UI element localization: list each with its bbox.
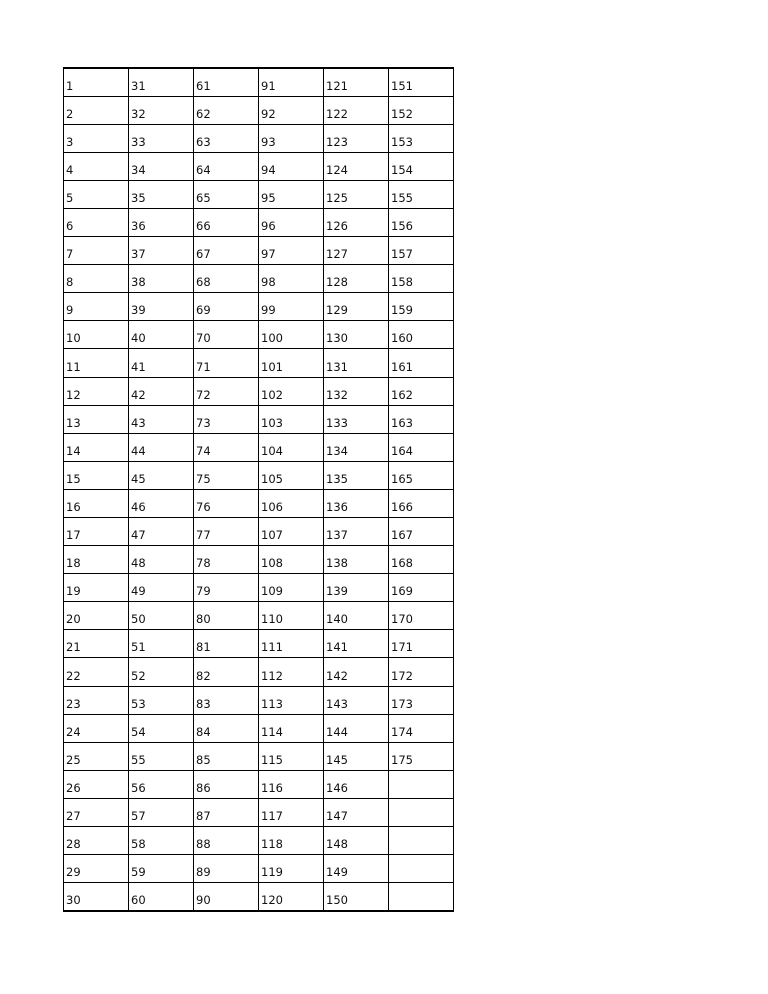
table-cell: 124 <box>324 152 389 180</box>
table-cell: 137 <box>324 518 389 546</box>
table-cell: 53 <box>129 686 194 714</box>
table-body <box>64 68 454 911</box>
table-row <box>64 630 454 658</box>
table-cell: 162 <box>389 377 454 405</box>
table-cell: 6 <box>64 208 129 236</box>
table-cell: 99 <box>259 293 324 321</box>
table-cell: 35 <box>129 180 194 208</box>
table-cell: 73 <box>194 405 259 433</box>
table-cell: 39 <box>129 293 194 321</box>
table-cell: 74 <box>194 433 259 461</box>
table-row <box>64 377 454 405</box>
table-cell: 28 <box>64 827 129 855</box>
table-cell: 118 <box>259 827 324 855</box>
table-cell: 138 <box>324 546 389 574</box>
table-cell: 170 <box>389 602 454 630</box>
table-cell: 13 <box>64 405 129 433</box>
table-cell: 87 <box>194 798 259 826</box>
table-cell: 122 <box>324 96 389 124</box>
table-cell: 16 <box>64 489 129 517</box>
table-cell: 110 <box>259 602 324 630</box>
table-cell: 143 <box>324 686 389 714</box>
table-cell: 85 <box>194 742 259 770</box>
table-row <box>64 602 454 630</box>
table-cell: 121 <box>324 68 389 96</box>
table-cell: 145 <box>324 742 389 770</box>
table-cell: 68 <box>194 265 259 293</box>
table-cell: 7 <box>64 237 129 265</box>
table-cell: 153 <box>389 124 454 152</box>
table-cell: 161 <box>389 349 454 377</box>
table-cell: 93 <box>259 124 324 152</box>
table-cell: 27 <box>64 798 129 826</box>
table-cell: 70 <box>194 321 259 349</box>
table-cell: 165 <box>389 461 454 489</box>
table-cell: 123 <box>324 124 389 152</box>
table-cell: 136 <box>324 489 389 517</box>
table-cell: 41 <box>129 349 194 377</box>
table-cell: 173 <box>389 686 454 714</box>
table-row <box>64 518 454 546</box>
table-cell: 44 <box>129 433 194 461</box>
table-cell: 125 <box>324 180 389 208</box>
table-cell: 33 <box>129 124 194 152</box>
table-cell: 132 <box>324 377 389 405</box>
table-cell: 12 <box>64 377 129 405</box>
table-cell: 115 <box>259 742 324 770</box>
table-cell: 147 <box>324 798 389 826</box>
table-row <box>64 546 454 574</box>
table-cell: 150 <box>324 883 389 911</box>
table-cell: 79 <box>194 574 259 602</box>
table-row <box>64 180 454 208</box>
table-cell: 84 <box>194 714 259 742</box>
table-cell: 24 <box>64 714 129 742</box>
table-cell: 142 <box>324 658 389 686</box>
table-cell: 157 <box>389 237 454 265</box>
table-cell: 102 <box>259 377 324 405</box>
table-cell: 149 <box>324 855 389 883</box>
table-cell: 126 <box>324 208 389 236</box>
table-cell: 4 <box>64 152 129 180</box>
table-cell <box>389 798 454 826</box>
table-cell: 77 <box>194 518 259 546</box>
table-cell: 5 <box>64 180 129 208</box>
table-cell: 34 <box>129 152 194 180</box>
table-cell: 98 <box>259 265 324 293</box>
table-row <box>64 208 454 236</box>
table-cell: 167 <box>389 518 454 546</box>
table-cell: 152 <box>389 96 454 124</box>
table-cell: 128 <box>324 265 389 293</box>
table-cell: 21 <box>64 630 129 658</box>
table-cell: 172 <box>389 658 454 686</box>
table-cell: 106 <box>259 489 324 517</box>
table-cell: 107 <box>259 518 324 546</box>
table-cell: 65 <box>194 180 259 208</box>
table-row <box>64 798 454 826</box>
table-row <box>64 742 454 770</box>
table-cell: 146 <box>324 770 389 798</box>
table-cell: 45 <box>129 461 194 489</box>
table-cell: 14 <box>64 433 129 461</box>
table-cell: 111 <box>259 630 324 658</box>
table-cell: 166 <box>389 489 454 517</box>
table-cell: 54 <box>129 714 194 742</box>
table-row <box>64 433 454 461</box>
table-cell: 55 <box>129 742 194 770</box>
table-cell: 49 <box>129 574 194 602</box>
table-cell: 29 <box>64 855 129 883</box>
table-cell: 37 <box>129 237 194 265</box>
table-cell: 22 <box>64 658 129 686</box>
table-cell: 134 <box>324 433 389 461</box>
table-cell: 174 <box>389 714 454 742</box>
table-cell: 148 <box>324 827 389 855</box>
table-cell: 104 <box>259 433 324 461</box>
table-cell: 81 <box>194 630 259 658</box>
table-cell: 82 <box>194 658 259 686</box>
table-cell: 156 <box>389 208 454 236</box>
table-cell: 114 <box>259 714 324 742</box>
table-cell: 86 <box>194 770 259 798</box>
table-cell: 135 <box>324 461 389 489</box>
table-row <box>64 237 454 265</box>
table-row <box>64 405 454 433</box>
table-cell: 38 <box>129 265 194 293</box>
table-cell: 116 <box>259 770 324 798</box>
table-cell: 163 <box>389 405 454 433</box>
table-cell: 119 <box>259 855 324 883</box>
table-row <box>64 124 454 152</box>
table-cell: 151 <box>389 68 454 96</box>
table-cell: 9 <box>64 293 129 321</box>
table-cell: 50 <box>129 602 194 630</box>
table-row <box>64 658 454 686</box>
table-cell: 31 <box>129 68 194 96</box>
table-cell: 66 <box>194 208 259 236</box>
table-cell: 58 <box>129 827 194 855</box>
table-cell: 63 <box>194 124 259 152</box>
table-row <box>64 265 454 293</box>
table-cell: 83 <box>194 686 259 714</box>
table-cell: 175 <box>389 742 454 770</box>
table-cell: 75 <box>194 461 259 489</box>
table-cell: 160 <box>389 321 454 349</box>
table-cell: 131 <box>324 349 389 377</box>
table-cell: 72 <box>194 377 259 405</box>
table-row <box>64 686 454 714</box>
table-cell: 43 <box>129 405 194 433</box>
table-cell: 90 <box>194 883 259 911</box>
table-cell: 100 <box>259 321 324 349</box>
table-cell: 155 <box>389 180 454 208</box>
table-cell: 71 <box>194 349 259 377</box>
table-cell: 59 <box>129 855 194 883</box>
table-cell: 46 <box>129 489 194 517</box>
table-cell: 69 <box>194 293 259 321</box>
table-cell: 88 <box>194 827 259 855</box>
table-cell: 30 <box>64 883 129 911</box>
table-cell: 97 <box>259 237 324 265</box>
table-cell: 10 <box>64 321 129 349</box>
table-row <box>64 827 454 855</box>
table-row <box>64 714 454 742</box>
table-cell: 117 <box>259 798 324 826</box>
table-cell: 108 <box>259 546 324 574</box>
table-cell: 120 <box>259 883 324 911</box>
table-cell: 51 <box>129 630 194 658</box>
table-cell: 25 <box>64 742 129 770</box>
table-cell: 168 <box>389 546 454 574</box>
table-cell: 144 <box>324 714 389 742</box>
table-cell: 48 <box>129 546 194 574</box>
table-cell: 164 <box>389 433 454 461</box>
table-cell: 17 <box>64 518 129 546</box>
table-cell: 57 <box>129 798 194 826</box>
table-cell: 80 <box>194 602 259 630</box>
table-cell: 26 <box>64 770 129 798</box>
table-cell: 23 <box>64 686 129 714</box>
table-cell: 61 <box>194 68 259 96</box>
number-table <box>63 67 454 912</box>
table-cell: 60 <box>129 883 194 911</box>
table-cell: 94 <box>259 152 324 180</box>
table-cell: 130 <box>324 321 389 349</box>
table-row <box>64 152 454 180</box>
table-cell: 64 <box>194 152 259 180</box>
table-cell: 140 <box>324 602 389 630</box>
table-row <box>64 489 454 517</box>
table-cell: 139 <box>324 574 389 602</box>
table-row <box>64 96 454 124</box>
table-cell: 18 <box>64 546 129 574</box>
table-cell: 158 <box>389 265 454 293</box>
table-cell: 101 <box>259 349 324 377</box>
table-cell <box>389 827 454 855</box>
table-cell: 112 <box>259 658 324 686</box>
table-cell: 47 <box>129 518 194 546</box>
table-cell: 36 <box>129 208 194 236</box>
table-cell: 1 <box>64 68 129 96</box>
table-cell: 52 <box>129 658 194 686</box>
table-cell <box>389 770 454 798</box>
table-cell: 169 <box>389 574 454 602</box>
table-row <box>64 461 454 489</box>
table-row <box>64 293 454 321</box>
table-cell <box>389 883 454 911</box>
table-cell: 56 <box>129 770 194 798</box>
table-cell: 91 <box>259 68 324 96</box>
table-cell: 103 <box>259 405 324 433</box>
table-cell: 2 <box>64 96 129 124</box>
table-cell: 96 <box>259 208 324 236</box>
table-row <box>64 855 454 883</box>
table-cell: 89 <box>194 855 259 883</box>
table-cell: 62 <box>194 96 259 124</box>
table-cell: 20 <box>64 602 129 630</box>
table-cell: 8 <box>64 265 129 293</box>
table-cell: 3 <box>64 124 129 152</box>
table-cell: 42 <box>129 377 194 405</box>
table-cell: 40 <box>129 321 194 349</box>
table-cell: 127 <box>324 237 389 265</box>
table-cell: 154 <box>389 152 454 180</box>
table-cell: 19 <box>64 574 129 602</box>
table-cell: 15 <box>64 461 129 489</box>
table-cell: 32 <box>129 96 194 124</box>
table-row <box>64 349 454 377</box>
table-cell: 76 <box>194 489 259 517</box>
table-cell: 109 <box>259 574 324 602</box>
table-cell: 113 <box>259 686 324 714</box>
table-cell: 95 <box>259 180 324 208</box>
table-cell: 78 <box>194 546 259 574</box>
table-cell: 11 <box>64 349 129 377</box>
table-row <box>64 883 454 911</box>
table-cell: 129 <box>324 293 389 321</box>
table-cell: 105 <box>259 461 324 489</box>
table-cell: 141 <box>324 630 389 658</box>
table-row <box>64 574 454 602</box>
table-cell <box>389 855 454 883</box>
table-row <box>64 770 454 798</box>
table-row <box>64 68 454 96</box>
table-row <box>64 321 454 349</box>
table-cell: 92 <box>259 96 324 124</box>
table-cell: 171 <box>389 630 454 658</box>
table-cell: 67 <box>194 237 259 265</box>
table-cell: 133 <box>324 405 389 433</box>
table-cell: 159 <box>389 293 454 321</box>
